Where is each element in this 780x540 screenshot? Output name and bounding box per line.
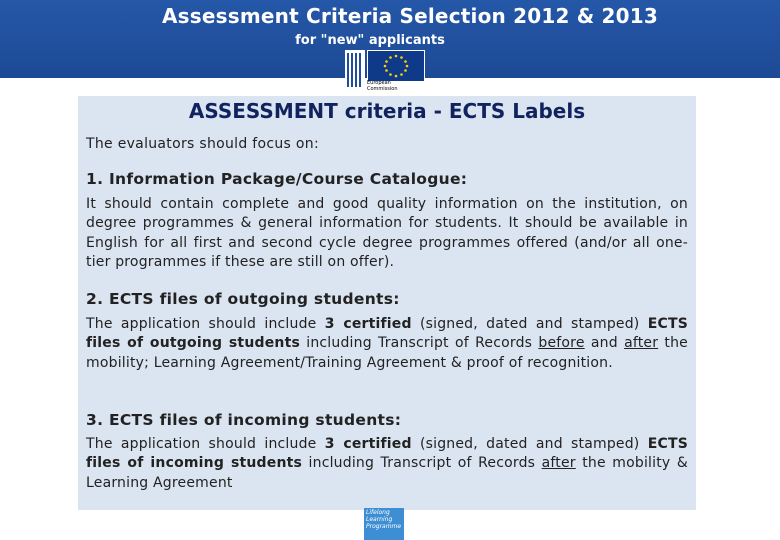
s2-text-3: including Transcript of Records <box>300 335 539 352</box>
s3-text-4: the mobility & Learning Agreement <box>86 455 688 491</box>
ec-building-icon <box>345 50 365 90</box>
panel-title: ASSESSMENT criteria - ECTS Labels <box>188 99 586 123</box>
s2-text-5: the mobility; Learning Agreement/Training Agreement & proof of recognition. <box>86 335 688 371</box>
llp-logo-text <box>366 509 401 530</box>
section-2-body <box>86 315 688 373</box>
s2-text-1: The application should include <box>86 316 325 332</box>
s3-text-2: (signed, dated and stamped) <box>411 436 648 452</box>
llp-line2: Learning <box>366 516 393 523</box>
banner-subtitle: for "new" applicants <box>295 33 445 48</box>
content-panel <box>78 96 696 510</box>
section-1-body: It should contain complete and good quality information on the institution, on degree programmes & general information for students. It should be available in English for all first and second cycle degree programmes offered (and/or all one-tier programmes if these are still on offer). <box>86 196 688 271</box>
lifelong-learning-programme-logo <box>364 508 404 540</box>
s3-text-3: including Transcript of Records <box>302 455 542 472</box>
intro-text: The evaluators should focus on: <box>86 136 319 152</box>
eu-flag-icon <box>367 50 425 82</box>
ec-logo-line2: Commission <box>367 86 398 92</box>
ec-logo-text <box>367 80 398 92</box>
s3-text-1: The application should include <box>86 436 325 452</box>
section-1-heading: 1. Information Package/Course Catalogue: <box>86 170 468 188</box>
s2-certified: 3 certified <box>324 316 412 332</box>
ec-logo-line1: European <box>367 80 391 86</box>
s2-ects-files: ECTS files of outgoing students <box>86 316 688 352</box>
banner-title: Assessment Criteria Selection 2012 & 2013 <box>161 4 659 28</box>
s3-ects-files: ECTS files of incoming students <box>86 436 688 472</box>
s2-text-2: (signed, dated and stamped) <box>411 316 648 332</box>
section-3-body <box>86 435 688 493</box>
s2-text-4: and <box>584 335 625 352</box>
european-commission-logo <box>345 50 440 96</box>
section-2-heading: 2. ECTS files of outgoing students: <box>86 290 400 308</box>
s3-certified: 3 certified <box>324 436 412 452</box>
s2-before: before <box>538 335 585 352</box>
s2-after: after <box>624 335 659 352</box>
section-3-heading: 3. ECTS files of incoming students: <box>86 411 402 429</box>
llp-line1: Lifelong <box>366 509 390 516</box>
s3-after: after <box>541 455 576 472</box>
llp-line3: Programme <box>366 523 402 530</box>
